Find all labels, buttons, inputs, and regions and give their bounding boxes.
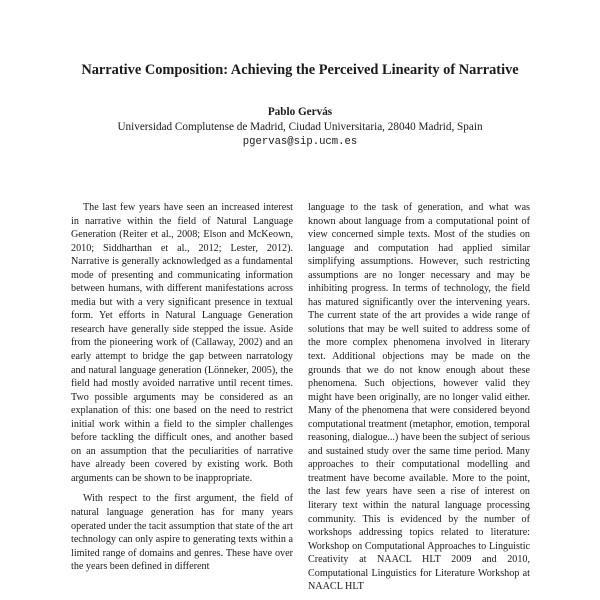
author-affiliation: Universidad Complutense de Madrid, Ciudad Universitaria, 28040 Madrid, Spain [117, 121, 483, 133]
paper-title: Narrative Composition: Achieving the Perceived Linearity of Narrative [81, 62, 519, 78]
paragraph-continuation: language to the task of generation, and what was known about language from a computational point of view concerned simple texts. Most of the studies on language and computation had applied similar simplifying assumptions. However, such restricting assumptions are no longer necessary and may be inhibiting progress. In terms of technology, the field has matured significantly over the intervening years. The current state of the art provides a wide range of solutions that may be well suited to address some of the more complex phenomena involved in literary text. Additional objections may be made on the grounds that we do not know enough about these phenomena. Such objections, however valid they might have been originally, are no longer valid either. Many of the phenomena that were considered beyond computational treatment (metaphor, emotion, temporal reasoning, dialogue...) have been the subject of serious and sustained study over the same time period. Many approaches to their computational modelling and treatment have become available. More to the point, the last few years have seen a rise of interest on literary text within the natural language processing community. This is evidenced by the number of workshops addressing topics related to literature: Workshop on Computational Approaches to Linguistic Creativity at NAACL HLT 2009 and 2010, Computational Linguistics for Literature Workshop at NAACL HLT [308, 202, 530, 593]
author-name: Pablo Gervás [267, 106, 333, 118]
author-email: pgervas@sip.ucm.es [242, 136, 358, 148]
paragraph-first-argument: With respect to the first argument, the field of natural language generation has for many years operated under the tacit assumption that state of the art technology can only aspire to generating texts within a limited range of domains and genres. These have over the years been defined in different [71, 493, 293, 573]
paragraph-intro: The last few years have seen an increased interest in narrative within the field of Natural Language Generation (Reiter et al., 2008; Elson and McKeown, 2010; Siddharthan et al., 2012; Lester, 2012). Narrative is generally acknowledged as a fundamental mode of presenting and communicating information between humans, with different manifestations across media but with a very significant presence in textual form. Yet efforts in Natural Language Generation research have generally side stepped the issue. Aside from the pioneering work of (Callaway, 2002) and an early attempt to bridge the gap between narratology and natural language generation (Lönneker, 2005), the field had mostly avoided narrative until recent times. Two possible arguments may be considered as an explanation of this: one based on the need to restrict initial work within a field to the simpler challenges before tackling the difficult ones, and another based on an assumption that the peculiarities of narrative have already been covered by existing work. Both arguments can be shown to be inappropriate. [71, 202, 293, 484]
right-column [308, 201, 530, 594]
left-column [71, 201, 293, 574]
